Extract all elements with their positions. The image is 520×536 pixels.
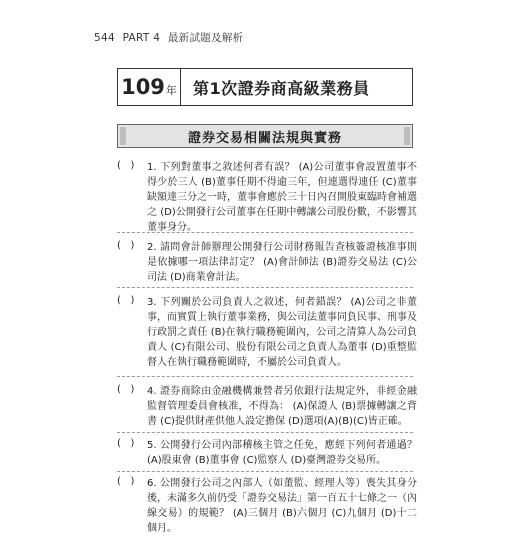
exam-title: 第1次證券商高級業務員 [193,78,370,98]
exam-year [118,69,181,105]
question-text: 6. 公開發行公司之內部人（如董監、經理人等）喪失其身分後，未滿多久前仍受「證券交易法」第一百五十七條之一（內線交易）的規範？ (A)三個月 (B)六個月 (C)九個月 (D)十二個月。 [147,478,417,534]
exam-year-number: 109 [121,75,165,99]
question-text: 3. 下列關於公司負責人之敘述，何者錯誤？ (A)公司之非董事，而實質上執行董事業務，與公司法董事同負民事、刑事及行政罰之責任 (B)在執行職務範圍內，公司之清算人為公司負責人 (C)有限公司、股份有限公司之負責人為董事 (D)重整監督人在執行職務範圍時，不屬於公司負責人。 [147,297,417,368]
section-banner [117,124,413,148]
part-label: PART 4 [122,32,161,44]
header-title: 最新試題及解析 [167,32,244,44]
exam-title-box [117,68,413,106]
dashed-divider [117,287,413,288]
dashed-divider [117,376,413,377]
answer-bracket: ( ) [117,240,135,251]
page-number: 544 [94,32,115,44]
answer-bracket: ( ) [117,476,135,487]
page-header [94,30,243,45]
question-text: 5. 公開發行公司內部稽核主管之任免，應經下列何者通過？ (A)股東會 (B)董事會 (C)監察人 (D)臺灣證券交易所。 [147,440,417,466]
dashed-divider [117,232,413,233]
answer-bracket: ( ) [117,384,135,395]
answer-bracket: ( ) [117,295,135,306]
dashed-divider [117,471,413,472]
question-text: 1. 下列對董事之敘述何者有誤？ (A)公司董事會設置董事不得少於三人 (B)董事任期不得逾三年，但連選得連任 (C)董事缺額達三分之一時，董事會應於三十日內召開股東臨時會補選之 (D)公開發行公司董事在任期中轉讓公司股份數，不影響其董事身分。 [147,162,417,233]
answer-bracket: ( ) [117,160,135,171]
answer-bracket: ( ) [117,438,135,449]
dashed-divider [117,432,413,433]
exam-year-suffix: 年 [165,84,177,97]
question-text: 4. 證券商除由金融機構兼營者另依銀行法規定外，非經金融監督管理委員會核准，不得為： (A)保證人 (B)票據轉讓之背書 (C)提供財產供他人設定擔保 (D)選項(A)(B)(C)皆正確。 [147,386,417,427]
question-text: 2. 請問會計師辦理公開發行公司財務報告查核簽證核准事則是依據哪一項法律訂定？ (A)會計師法 (B)證券交易法 (C)公司法 (D)商業會計法。 [147,242,417,283]
section-title: 證券交易相關法規與實務 [187,130,342,146]
